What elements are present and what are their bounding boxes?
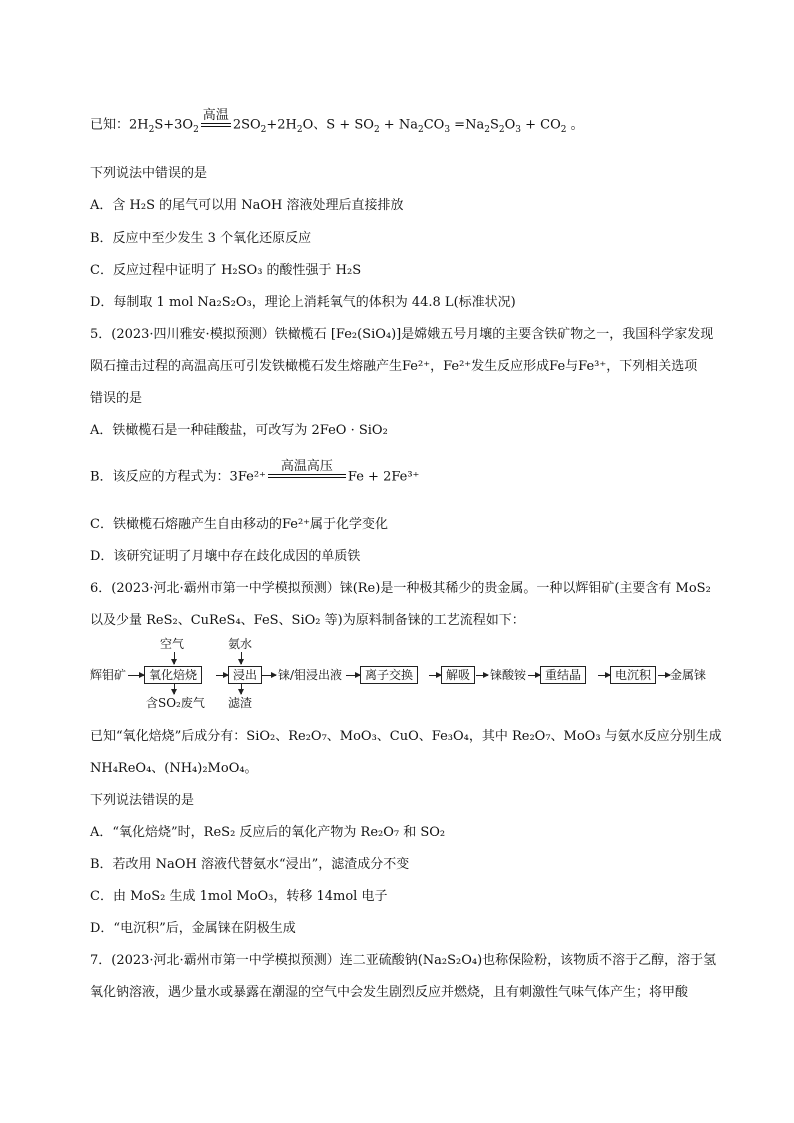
flow-air: 空气: [160, 637, 185, 651]
eq-sub: 2: [417, 125, 424, 136]
q6-option-c: C．由 MoS₂ 生成 1mol MoO₃，转移 14mol 电子: [90, 889, 388, 904]
eq-sub: 2: [373, 125, 380, 136]
eq-sub: 2: [193, 125, 199, 136]
eq-sub: 3: [515, 125, 521, 136]
flow-box-desorption: 解吸: [441, 666, 475, 684]
arrow: [658, 675, 670, 676]
arrow: [476, 675, 488, 676]
arrow: [174, 652, 175, 664]
eq-text: 已知：2H: [90, 117, 149, 133]
q7-stem-line1: 7．(2023·河北·霸州市第一中学模拟预测）连二亚硫酸钠(Na₂S₂O₄)也称保险粉，该物质不溶于乙醇，溶于氢: [90, 953, 717, 968]
equals-bar: [268, 474, 346, 478]
q6-prompt: 下列说法错误的是: [90, 793, 195, 808]
q6-option-a: A．“氧化焙烧”时，ReS₂ 反应后的氧化产物为 Re₂O₇ 和 SO₂: [90, 825, 446, 840]
q7-stem-line2: 氧化钠溶液，遇少量水或暴露在潮湿的空气中会发生剧烈反应并燃烧，且有刺激性气味气体产生；将甲酸: [90, 985, 689, 1000]
known-equation: [90, 108, 584, 136]
q6-option-d: D．“电沉积”后，金属铼在阴极生成: [90, 921, 296, 936]
eq-sub: 2: [260, 125, 267, 136]
flow-box-leaching: 浸出: [228, 666, 262, 684]
arrow: [174, 684, 175, 694]
eq-text: S+3O: [154, 117, 194, 133]
flow-box-oxidation-roasting: 氧化焙烧: [144, 666, 202, 684]
arrow: [128, 675, 144, 676]
flow-waste-gas: 含SO₂废气: [146, 696, 205, 710]
q4-option-b: B．反应中至少发生 3 个氧化还原反应: [90, 231, 312, 246]
q5-option-a: A．铁橄榄石是一种硅酸盐，可改写为 2FeO · SiO₂: [90, 423, 388, 438]
condition-label: 高温: [202, 108, 229, 123]
flow-leach-solution: 铼/钼浸出液: [278, 668, 343, 682]
q6-stem-line1: 6．(2023·河北·霸州市第一中学模拟预测）铼(Re)是一种极其稀少的贵金属。一种以辉钼矿(主要含有 MoS₂: [90, 581, 711, 596]
condition-label: 高温高压: [280, 459, 333, 474]
arrow: [429, 675, 441, 676]
eq-text: 。: [566, 117, 584, 133]
q6-option-b: B．若改用 NaOH 溶液代替氨水“浸出”，滤渣成分不变: [90, 857, 410, 872]
q6-known-line2: NH₄ReO₄、(NH₄)₂MoO₄。: [90, 761, 258, 776]
arrow: [528, 675, 540, 676]
arrow: [346, 675, 360, 676]
eq-text: 2SO: [232, 117, 261, 133]
q5-option-c: C．铁橄榄石熔融产生自由移动的Fe²⁺属于化学变化: [90, 517, 389, 532]
flow-residue: 滤渣: [228, 696, 253, 710]
process-flow-diagram: [90, 636, 710, 716]
equals-bar: [201, 123, 231, 127]
arrow: [241, 652, 242, 664]
q5-stem-line2: 陨石撞击过程的高温高压可引发铁橄榄石发生熔融产生Fe²⁺，Fe²⁺发生反应形成Fe与Fe³⁺，下列相关选项: [90, 359, 698, 374]
arrow: [216, 675, 228, 676]
option-b-suffix: Fe + 2Fe³⁺: [347, 469, 420, 485]
flow-start: 辉钼矿: [90, 668, 127, 682]
eq-sub: 2: [296, 125, 303, 136]
reaction-condition: [201, 109, 231, 127]
eq-sub: 2: [498, 125, 505, 136]
eq-text: + Na: [379, 117, 418, 133]
eq-text: + CO: [520, 117, 561, 133]
reaction-condition: [268, 460, 346, 478]
eq-text: O、S + SO: [302, 117, 374, 133]
eq-text: S: [489, 117, 499, 133]
q4-prompt: 下列说法中错误的是: [90, 166, 208, 181]
eq-text: +2H: [266, 117, 297, 133]
q6-stem-line2: 以及少量 ReS₂、CuReS₄、FeS、SiO₂ 等)为原料制备铼的工艺流程如下：: [90, 613, 525, 628]
eq-text: CO: [423, 117, 445, 133]
q5-option-b: [90, 459, 420, 487]
q5-stem-line1: 5．(2023·四川雅安·模拟预测）铁橄榄石 [Fe₂(SiO₄)]是嫦娥五号月壤的主要含铁矿物之一，我国科学家发现: [90, 327, 714, 342]
q5-option-d: D．该研究证明了月壤中存在歧化成因的单质铁: [90, 549, 361, 564]
flow-ammonia: 氨水: [228, 637, 253, 651]
arrow: [262, 675, 276, 676]
flow-box-ion-exchange: 离子交换: [360, 666, 418, 684]
flow-box-recrystallization: 重结晶: [540, 666, 586, 684]
flow-box-electrodeposition: 电沉积: [610, 666, 656, 684]
eq-sub: 3: [444, 125, 451, 136]
eq-sub: 2: [148, 125, 155, 136]
eq-sub: 2: [484, 125, 490, 136]
q5-stem-line3: 错误的是: [90, 391, 143, 406]
arrow: [241, 684, 242, 694]
q4-option-a: A．含 H₂S 的尾气可以用 NaOH 溶液处理后直接排放: [90, 198, 404, 213]
option-b-prefix: B．该反应的方程式为：3Fe²⁺: [90, 469, 266, 485]
flow-ammonium-perrhenate: 铼酸铵: [490, 668, 527, 682]
q4-option-c: C．反应过程中证明了 H₂SO₃ 的酸性强于 H₂S: [90, 263, 362, 278]
eq-text: O: [504, 117, 516, 133]
arrow: [598, 675, 610, 676]
q6-known-line1: 已知“氧化焙烧”后成分有：SiO₂、Re₂O₇、MoO₃、CuO、Fe₃O₄，其中 Re₂O₇、MoO₃ 与氨水反应分别生成: [90, 729, 722, 744]
q4-option-d: D．每制取 1 mol Na₂S₂O₃，理论上消耗氧气的体积为 44.8 L(标准状况): [90, 295, 516, 310]
eq-sub: 2: [560, 125, 567, 136]
eq-text: =Na: [450, 117, 485, 133]
flow-end: 金属铼: [670, 668, 707, 682]
